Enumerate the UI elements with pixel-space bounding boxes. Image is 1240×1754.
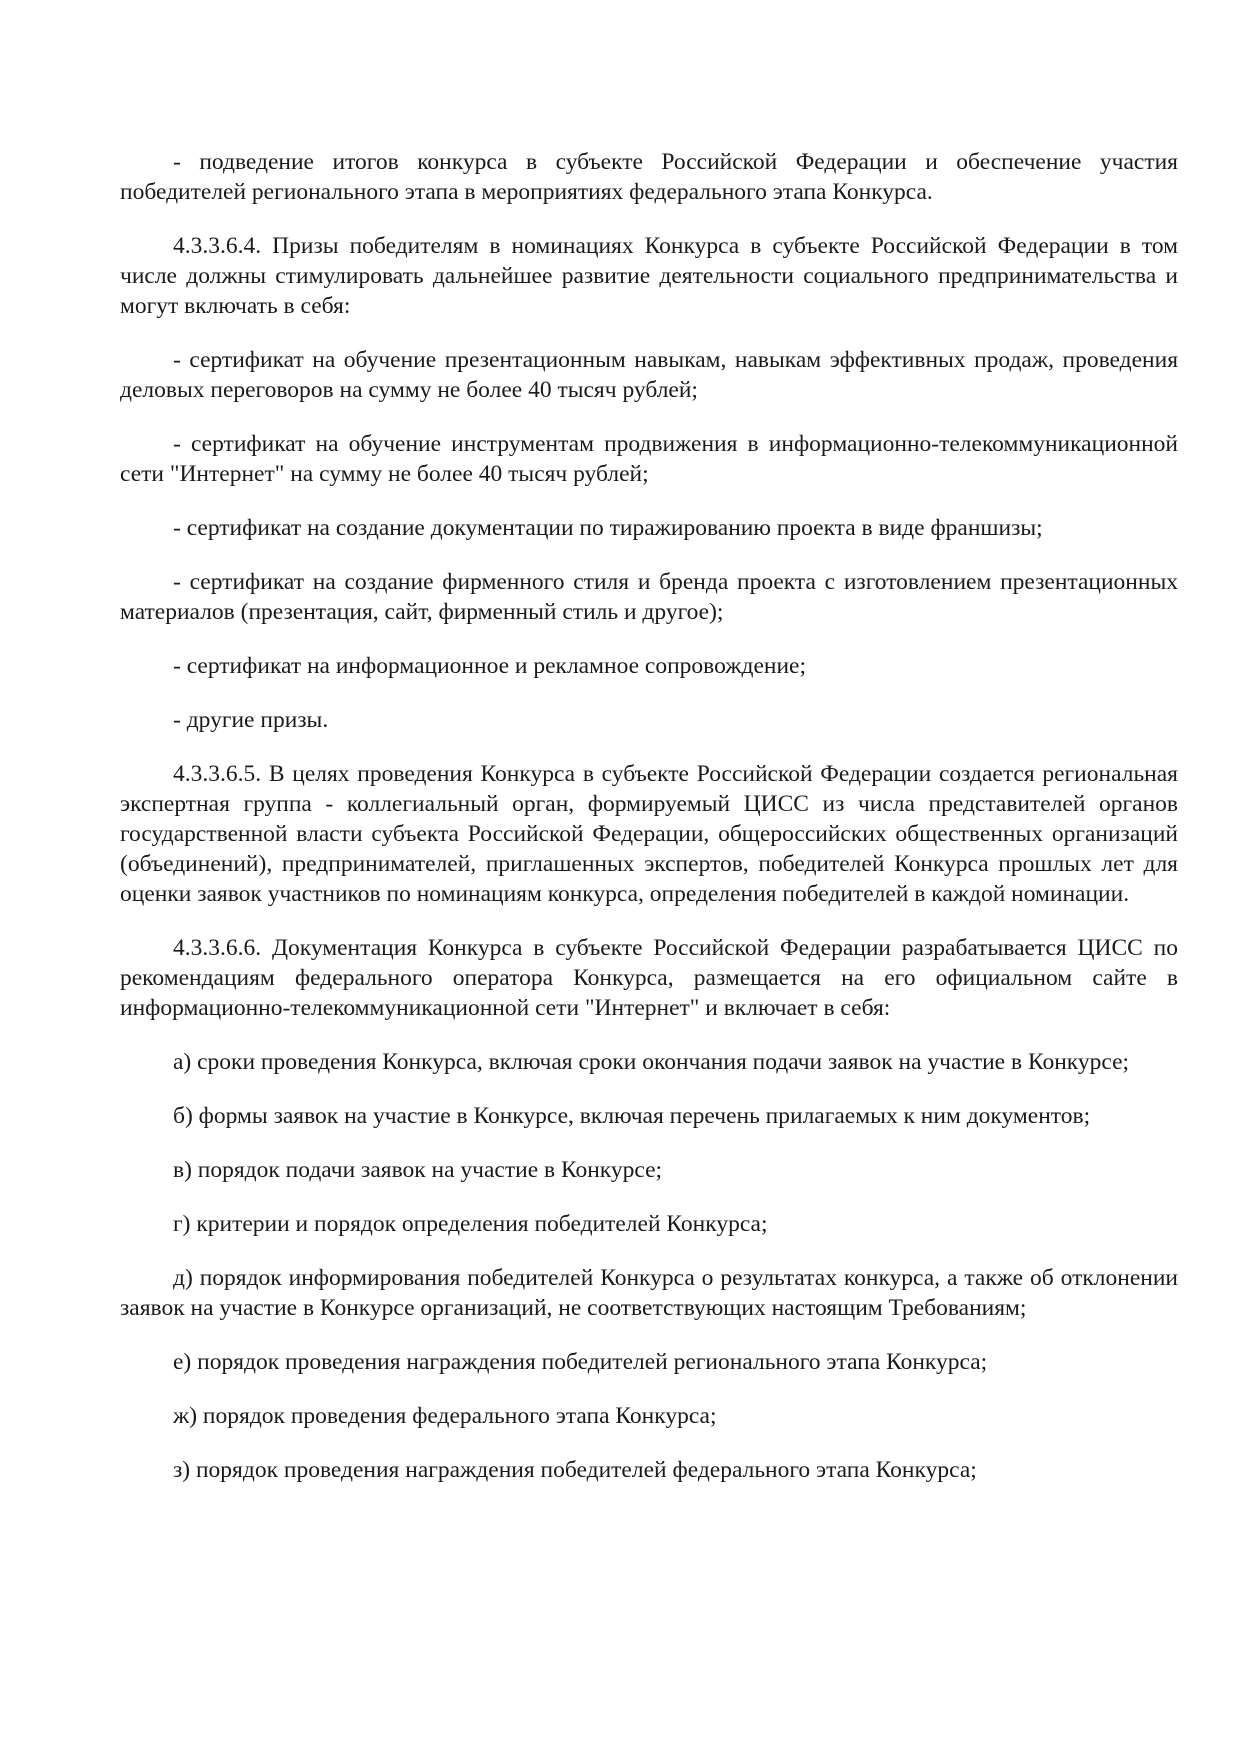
list-item-internet-promotion-certificate: - сертификат на обучение инструментам продвижения в информационно-телекоммуникационной сети "Интернет" на сумму не более 40 тысяч рублей; — [120, 431, 1178, 487]
list-item-g: г) критерии и порядок определения победителей Конкурса; — [173, 1211, 768, 1237]
list-item-zh: ж) порядок проведения федерального этапа Конкурса; — [173, 1403, 717, 1429]
list-item-v: в) порядок подачи заявок на участие в Конкурсе; — [173, 1157, 663, 1183]
list-item-e: е) порядок проведения награждения победителей регионального этапа Конкурса; — [173, 1349, 988, 1375]
list-item-z: з) порядок проведения награждения победителей федерального этапа Конкурса; — [173, 1457, 977, 1483]
list-item-d: д) порядок информирования победителей Конкурса о результатах конкурса, а также об отклонении заявок на участие в Конкурсе организаций, не соответствующих настоящим Требованиям; — [120, 1265, 1178, 1321]
paragraph-4-3-3-6-5: 4.3.3.6.5. В целях проведения Конкурса в субъекте Российской Федерации создается региональная экспертная группа - коллегиальный орган, формируемый ЦИСС из числа представителей органов государственной власти субъекта Российской Федерации, общероссийских общественных организаций (объединений), предпринимателей, приглашенных экспертов, победителей Конкурса прошлых лет для оценки заявок участников по номинациям конкурса, определения победителей в каждой номинации. — [120, 761, 1178, 907]
list-item-other-prizes: - другие призы. — [173, 707, 329, 733]
paragraph-summary-results: - подведение итогов конкурса в субъекте Российской Федерации и обеспечение участия победителей регионального этапа в мероприятиях федерального этапа Конкурса. — [120, 149, 1178, 205]
list-item-franchise-certificate: - сертификат на создание документации по тиражированию проекта в виде франшизы; — [173, 515, 1043, 541]
document-body — [120, 147, 1178, 1509]
list-item-advertising-certificate: - сертификат на информационное и рекламное сопровождение; — [173, 653, 806, 679]
list-item-branding-certificate: - сертификат на создание фирменного стиля и бренда проекта с изготовлением презентационных материалов (презентация, сайт, фирменный стиль и другое); — [120, 569, 1178, 625]
list-item-a: а) сроки проведения Конкурса, включая сроки окончания подачи заявок на участие в Конкурсе; — [173, 1049, 1130, 1075]
list-item-b: б) формы заявок на участие в Конкурсе, включая перечень прилагаемых к ним документов; — [173, 1103, 1091, 1129]
list-item-presentation-certificate: - сертификат на обучение презентационным навыкам, навыкам эффективных продаж, проведения деловых переговоров на сумму не более 40 тысяч рублей; — [120, 347, 1178, 403]
paragraph-4-3-3-6-6: 4.3.3.6.6. Документация Конкурса в субъекте Российской Федерации разрабатывается ЦИСС по рекомендациям федерального оператора Конкурса, размещается на его официальном сайте в информационно-телекоммуникационной сети "Интернет" и включает в себя: — [120, 935, 1178, 1021]
paragraph-4-3-3-6-4: 4.3.3.6.4. Призы победителям в номинациях Конкурса в субъекте Российской Федерации в том числе должны стимулировать дальнейшее развитие деятельности социального предпринимательства и могут включать в себя: — [120, 233, 1178, 319]
